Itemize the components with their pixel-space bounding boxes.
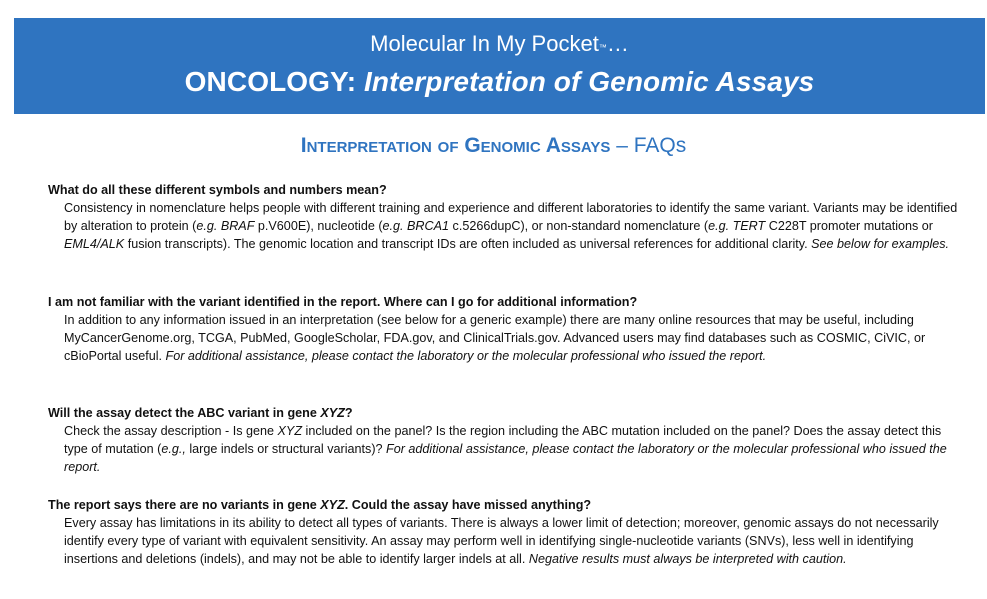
faq-answer <box>64 422 958 476</box>
faq-question <box>48 405 958 422</box>
italic-text: XYZ <box>320 498 345 512</box>
banner-subtitle <box>14 30 985 58</box>
italic-text: e.g. BRCA1 <box>382 219 450 233</box>
banner-title <box>14 64 985 100</box>
banner-subtitle-text: Molecular In My Pocket <box>370 31 599 56</box>
section-heading <box>0 132 987 160</box>
faq-question <box>48 497 958 514</box>
faq-question: What do all these different symbols and numbers mean? <box>48 183 387 197</box>
text-run: p.V600E), nucleotide ( <box>254 219 383 233</box>
italic-text: EML4/ALK <box>64 237 125 251</box>
text-run: c.5266dupC), or non-standard nomenclature ( <box>449 219 709 233</box>
trademark-symbol: ™ <box>598 43 607 52</box>
section-heading-main: Interpretation of Genomic Assays <box>300 134 611 157</box>
italic-text: For additional assistance, please contact the laboratory or the molecular professional who issued the report. <box>165 349 767 363</box>
text-run: included on the panel? Is the region including the ABC mutation included on the panel? Does the assay detect this type of mutation ( <box>64 424 942 456</box>
text-run: C228T promoter mutations or <box>765 219 933 233</box>
faq-answer <box>64 514 958 568</box>
faq-item-no-variants <box>48 497 958 568</box>
italic-text: e.g. TERT <box>708 219 766 233</box>
text-run: . Could the assay have missed anything? <box>344 498 592 512</box>
faq-question: I am not familiar with the variant identified in the report. Where can I go for additional information? <box>48 295 638 309</box>
italic-text: For additional assistance, please contact the laboratory or the molecular professional who issued the report. <box>64 442 947 474</box>
section-heading-suffix: – FAQs <box>616 134 687 157</box>
text-run: Check the assay description - Is gene <box>64 424 278 438</box>
text-run: ? <box>344 406 353 420</box>
faq-item-abc-variant <box>48 405 958 476</box>
banner-title-italic: Interpretation of Genomic Assays <box>364 66 815 97</box>
text-run: Will the assay detect the ABC variant in gene <box>48 406 321 420</box>
text-run: The report says there are no variants in gene <box>48 498 321 512</box>
faq-answer <box>64 311 958 365</box>
italic-text: Negative results must always be interpreted with caution. <box>528 552 847 566</box>
italic-text: e.g. BRAF <box>196 219 255 233</box>
text-run: In addition to any information issued in an interpretation (see below for a generic example) there are many online resources that may be useful, including MyCancerGenome.org, TCGA, PubMed, GoogleScholar, FDA.gov, and ClinicalTrials.gov. Advanced users may find databases such as COSMIC, CiVIC, or cBioPortal useful. <box>64 313 926 363</box>
italic-text: e.g., <box>161 442 186 456</box>
banner-title-prefix: ONCOLOGY: <box>184 66 357 97</box>
header-banner <box>14 18 985 114</box>
faq-answer <box>64 199 958 253</box>
text-run: large indels or structural variants)? <box>185 442 387 456</box>
banner-ellipsis: … <box>606 31 629 56</box>
text-run: Every assay has limitations in its ability to detect all types of variants. There is always a lower limit of detection; moreover, genomic assays do not necessarily identify every type of variant with equivalent sensitivity. An assay may perform well in identifying single-nucleotide variants (SNVs), less well in identifying insertions and deletions (indels), and may not be able to identify larger indels at all. <box>64 516 939 566</box>
italic-text: XYZ <box>320 406 345 420</box>
italic-text: XYZ <box>277 424 303 438</box>
faq-item-symbols <box>48 182 958 253</box>
text-run: Consistency in nomenclature helps people with different training and experience and different laboratories to identify the same variant. Variants may be identified by alteration to protein ( <box>64 201 958 233</box>
text-run: fusion transcripts). The genomic location and transcript IDs are often included as universal references for additional clarity. <box>124 237 812 251</box>
faq-item-variant-info <box>48 294 958 365</box>
italic-text: See below for examples. <box>811 237 950 251</box>
